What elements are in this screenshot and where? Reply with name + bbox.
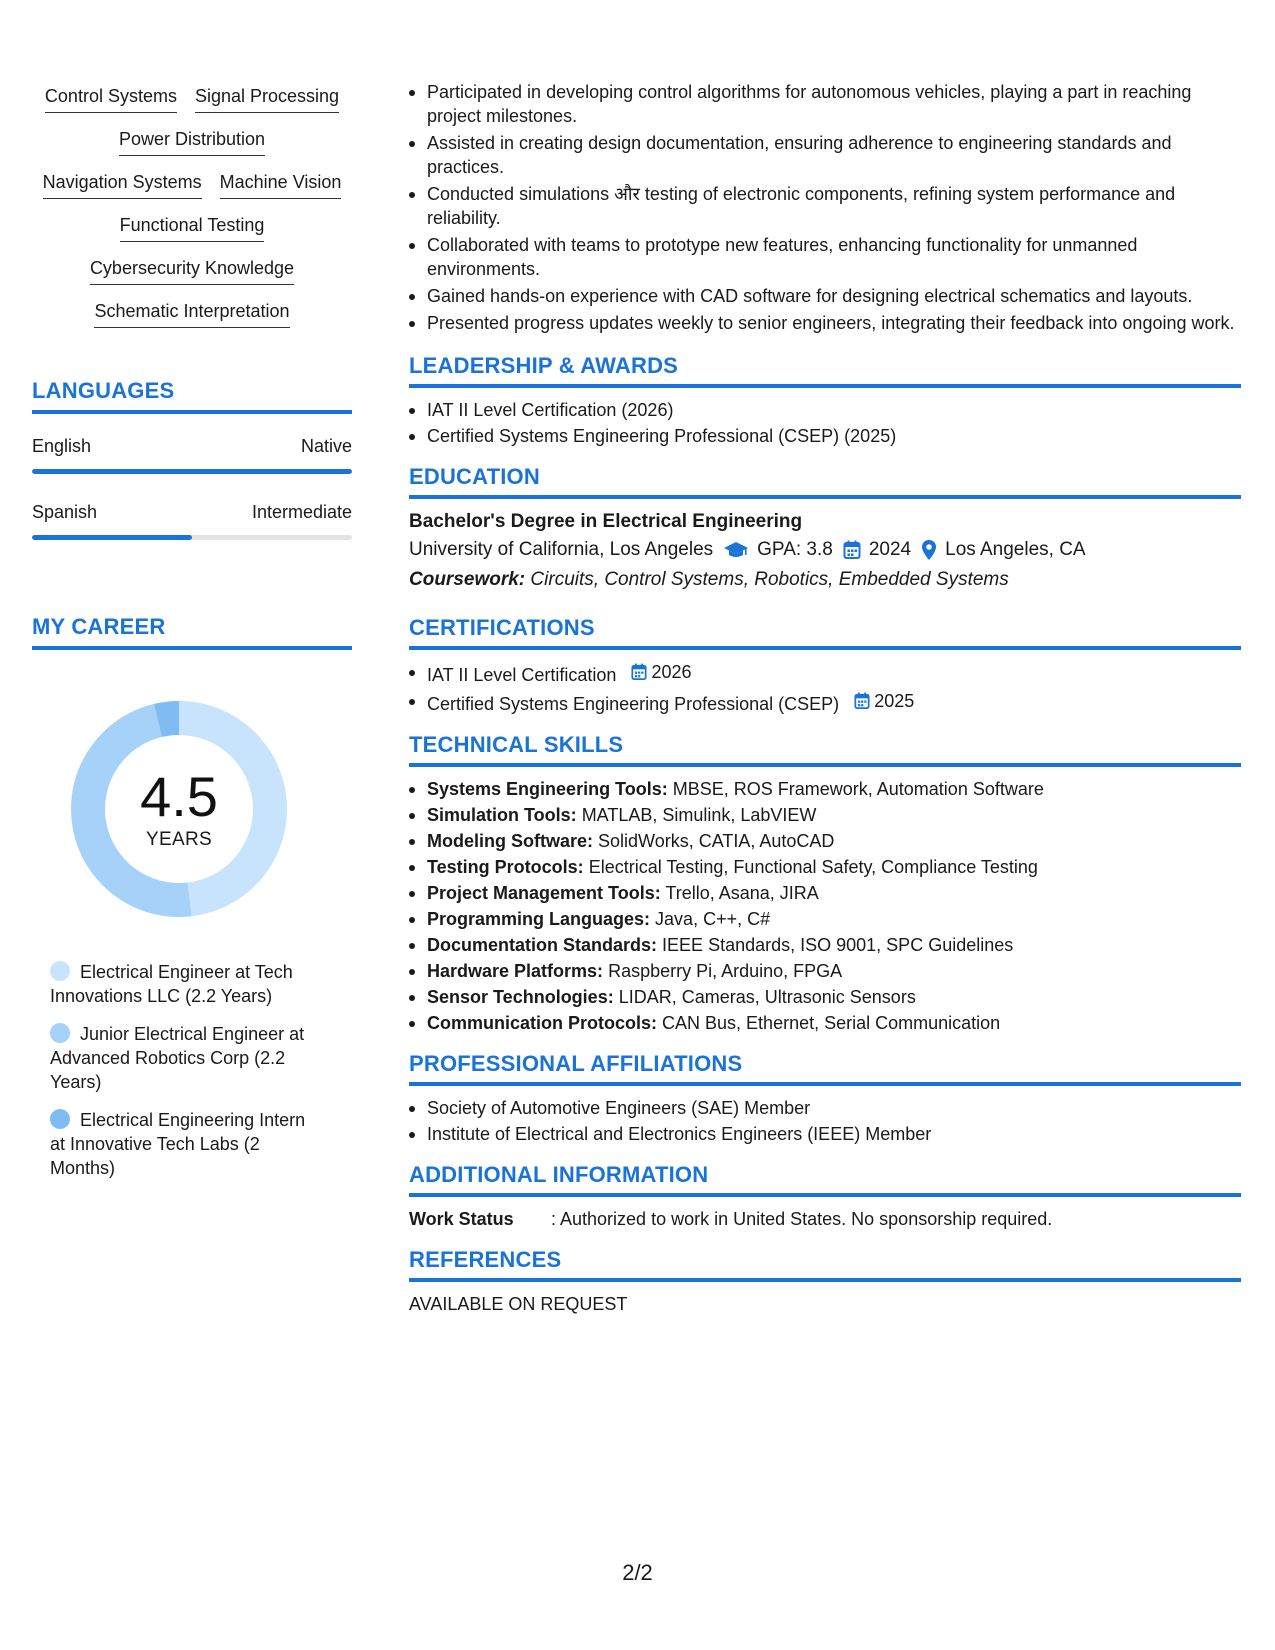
coursework-label: Coursework: xyxy=(409,569,526,590)
career-total-value: 4.5 xyxy=(140,765,218,828)
language-proficiency-bar xyxy=(32,535,352,540)
skill-category: Documentation Standards: xyxy=(427,935,658,955)
skill-tag: Schematic Interpretation xyxy=(94,299,289,328)
graduation-year: 2024 xyxy=(868,539,912,560)
technical-skill-item xyxy=(409,829,1241,853)
language-level: Intermediate xyxy=(251,502,352,522)
skill-category: Systems Engineering Tools: xyxy=(427,779,668,799)
calendar-icon xyxy=(631,663,647,681)
language-item xyxy=(32,436,352,474)
skill-tag: Navigation Systems xyxy=(43,170,202,199)
affiliations-list xyxy=(409,1096,1241,1146)
affiliation-item: Society of Automotive Engineers (SAE) Member xyxy=(409,1096,1241,1120)
skill-values: Electrical Testing, Functional Safety, Compliance Testing xyxy=(588,857,1038,877)
graduation-cap-icon xyxy=(723,540,749,560)
left-column xyxy=(32,84,352,1194)
career-section xyxy=(32,614,352,1180)
skill-category: Hardware Platforms: xyxy=(427,961,604,981)
leadership-list xyxy=(409,398,1241,448)
languages-title: LANGUAGES xyxy=(32,378,352,414)
coursework-value: Circuits, Control Systems, Robotics, Embedded Systems xyxy=(530,569,1009,590)
language-name: English xyxy=(32,436,92,456)
experience-bullet: Gained hands-on experience with CAD software for designing electrical schematics and layouts. xyxy=(409,284,1241,308)
affiliations-title: PROFESSIONAL AFFILIATIONS xyxy=(409,1051,1241,1086)
certification-year: 2025 xyxy=(874,691,915,711)
certifications-list xyxy=(409,660,1241,716)
career-legend-item xyxy=(50,960,322,1008)
skill-category: Modeling Software: xyxy=(427,831,593,851)
skill-values: MBSE, ROS Framework, Automation Software xyxy=(672,779,1044,799)
skill-tag: Machine Vision xyxy=(220,170,342,199)
experience-bullet: Assisted in creating design documentation, ensuring adherence to engineering standards and practices. xyxy=(409,131,1241,179)
skill-category: Programming Languages: xyxy=(427,909,651,929)
technical-skill-item xyxy=(409,985,1241,1009)
career-total-unit: YEARS xyxy=(146,829,212,850)
skill-tag: Functional Testing xyxy=(120,213,265,242)
legend-dot-icon xyxy=(50,1023,70,1043)
career-legend-label: Electrical Engineering Intern at Innovative Tech Labs (2 Months) xyxy=(50,1110,306,1178)
calendar-icon xyxy=(843,540,861,560)
career-legend-item xyxy=(50,1108,322,1180)
language-proficiency-fill xyxy=(32,469,352,474)
references-value: AVAILABLE ON REQUEST xyxy=(409,1294,628,1314)
additional-info-title: ADDITIONAL INFORMATION xyxy=(409,1162,1241,1197)
languages-section xyxy=(32,378,352,540)
experience-bullet: Conducted simulations और testing of electronic components, refining system performance and reliability. xyxy=(409,182,1241,230)
career-title: MY CAREER xyxy=(32,614,352,650)
skill-tag: Signal Processing xyxy=(195,84,339,113)
certification-name: IAT II Level Certification xyxy=(427,665,617,685)
page-number: 2/2 xyxy=(622,1560,653,1585)
skill-tag: Cybersecurity Knowledge xyxy=(90,256,294,285)
skill-category: Sensor Technologies: xyxy=(427,987,614,1007)
skill-values: IEEE Standards, ISO 9001, SPC Guidelines xyxy=(662,935,1014,955)
skill-tag: Power Distribution xyxy=(119,127,265,156)
language-name: Spanish xyxy=(32,502,98,522)
right-column xyxy=(409,80,1241,1316)
certification-year: 2026 xyxy=(651,662,692,682)
legend-dot-icon xyxy=(50,961,70,981)
leadership-item: IAT II Level Certification (2026) xyxy=(409,398,1241,422)
work-status-row xyxy=(409,1207,1241,1231)
degree-name: Bachelor's Degree in Electrical Engineering xyxy=(409,511,803,532)
certification-item xyxy=(409,660,1241,687)
skill-values: Trello, Asana, JIRA xyxy=(665,883,819,903)
references-title: REFERENCES xyxy=(409,1247,1241,1282)
gpa: GPA: 3.8 xyxy=(757,539,833,560)
language-item xyxy=(32,502,352,540)
technical-skill-item xyxy=(409,803,1241,827)
technical-skills-list xyxy=(409,777,1241,1035)
calendar-icon xyxy=(854,692,870,710)
technical-skill-item xyxy=(409,777,1241,801)
skill-values: Java, C++, C# xyxy=(655,909,771,929)
career-legend-label: Electrical Engineer at Tech Innovations LLC (2.2 Years) xyxy=(50,962,293,1006)
career-donut-chart xyxy=(64,694,294,924)
skill-category: Communication Protocols: xyxy=(427,1013,658,1033)
education-title: EDUCATION xyxy=(409,464,1241,499)
school-location: Los Angeles, CA xyxy=(945,539,1086,560)
experience-bullet: Participated in developing control algorithms for autonomous vehicles, playing a part in reaching project milestones. xyxy=(409,80,1241,128)
skills-list xyxy=(32,84,352,328)
work-status-value: : Authorized to work in United States. No sponsorship required. xyxy=(551,1209,1053,1229)
technical-skill-item xyxy=(409,907,1241,931)
experience-bullet: Presented progress updates weekly to senior engineers, integrating their feedback into ongoing work. xyxy=(409,311,1241,335)
skill-values: CAN Bus, Ethernet, Serial Communication xyxy=(662,1013,1001,1033)
experience-bullet: Collaborated with teams to prototype new features, enhancing functionality for unmanned environments. xyxy=(409,233,1241,281)
technical-skill-item xyxy=(409,1011,1241,1035)
skill-values: LIDAR, Cameras, Ultrasonic Sensors xyxy=(618,987,916,1007)
work-status-label: Work Status xyxy=(409,1209,514,1229)
education-entry xyxy=(409,509,1241,595)
certification-name: Certified Systems Engineering Professional (CSEP) xyxy=(427,694,840,714)
language-level: Native xyxy=(300,436,352,456)
skill-values: SolidWorks, CATIA, AutoCAD xyxy=(598,831,835,851)
technical-skill-item xyxy=(409,933,1241,957)
skill-category: Project Management Tools: xyxy=(427,883,661,903)
leadership-title: LEADERSHIP & AWARDS xyxy=(409,353,1241,388)
career-legend-label: Junior Electrical Engineer at Advanced Robotics Corp (2.2 Years) xyxy=(50,1024,305,1092)
skill-category: Testing Protocols: xyxy=(427,857,584,877)
leadership-item: Certified Systems Engineering Professional (CSEP) (2025) xyxy=(409,424,1241,448)
skill-tag: Control Systems xyxy=(45,84,177,113)
career-legend-item xyxy=(50,1022,322,1094)
legend-dot-icon xyxy=(50,1109,70,1129)
skill-category: Simulation Tools: xyxy=(427,805,577,825)
technical-skill-item xyxy=(409,959,1241,983)
language-proficiency-bar xyxy=(32,469,352,474)
school-name: University of California, Los Angeles xyxy=(409,539,714,560)
affiliation-item: Institute of Electrical and Electronics Engineers (IEEE) Member xyxy=(409,1122,1241,1146)
experience-bullets xyxy=(409,80,1241,335)
certification-item xyxy=(409,689,1241,716)
certifications-title: CERTIFICATIONS xyxy=(409,615,1241,650)
technical-skills-title: TECHNICAL SKILLS xyxy=(409,732,1241,767)
career-legend xyxy=(32,960,322,1180)
skill-values: MATLAB, Simulink, LabVIEW xyxy=(581,805,817,825)
language-proficiency-fill xyxy=(32,535,192,540)
technical-skill-item xyxy=(409,855,1241,879)
technical-skill-item xyxy=(409,881,1241,905)
skill-values: Raspberry Pi, Arduino, FPGA xyxy=(608,961,843,981)
location-pin-icon xyxy=(921,539,937,561)
